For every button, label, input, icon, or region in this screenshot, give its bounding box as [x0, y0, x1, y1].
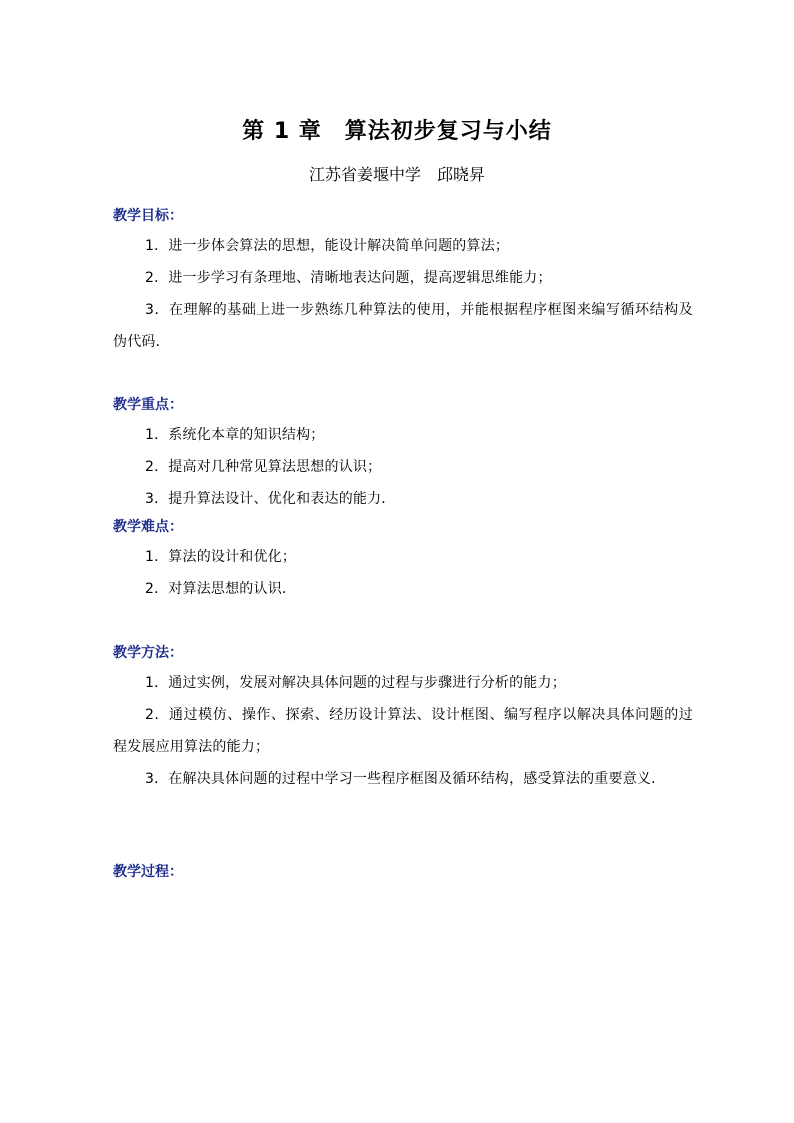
- method-item-2: 2．通过模仿、操作、探索、经历设计算法、设计框图、编写程序以解决具体问题的过程发展应用算法的能力；: [113, 707, 693, 755]
- section-heading-difficulties: 教学难点：: [113, 519, 183, 535]
- section-heading-objectives: 教学目标：: [113, 208, 183, 224]
- section-heading-process: 教学过程：: [113, 864, 183, 880]
- objective-item-3: 3．在理解的基础上进一步熟练几种算法的使用，并能根据程序框图来编写循环结构及伪代码．: [113, 302, 693, 350]
- section-objectives: [113, 206, 693, 358]
- difficulty-item-2: 2．对算法思想的认识．: [145, 581, 297, 597]
- section-heading-key-points: 教学重点：: [113, 397, 183, 413]
- key-point-item-2: 2．提高对几种常见算法思想的认识；: [145, 459, 382, 475]
- section-key-points: [113, 395, 693, 515]
- section-difficulties: [113, 517, 693, 605]
- difficulty-item-1: 1．算法的设计和优化；: [145, 549, 297, 565]
- key-point-item-3: 3．提升算法设计、优化和表达的能力．: [145, 491, 396, 507]
- method-item-1: 1．通过实例，发展对解决具体问题的过程与步骤进行分析的能力；: [145, 675, 566, 691]
- section-methods: [113, 643, 693, 795]
- section-heading-methods: 教学方法：: [113, 645, 183, 661]
- method-item-3: 3．在解决具体问题的过程中学习一些程序框图及循环结构，感受算法的重要意义．: [145, 771, 666, 787]
- page-title: 第 1 章 算法初步复习与小结: [242, 119, 552, 144]
- objective-item-2: 2．进一步学习有条理地、清晰地表达问题，提高逻辑思维能力；: [145, 270, 552, 286]
- section-process: [113, 862, 693, 892]
- author-line: 江苏省姜堰中学 邱晓昇: [308, 165, 485, 184]
- objective-item-1: 1．进一步体会算法的思想，能设计解决简单问题的算法；: [145, 238, 510, 254]
- key-point-item-1: 1．系统化本章的知识结构；: [145, 427, 325, 443]
